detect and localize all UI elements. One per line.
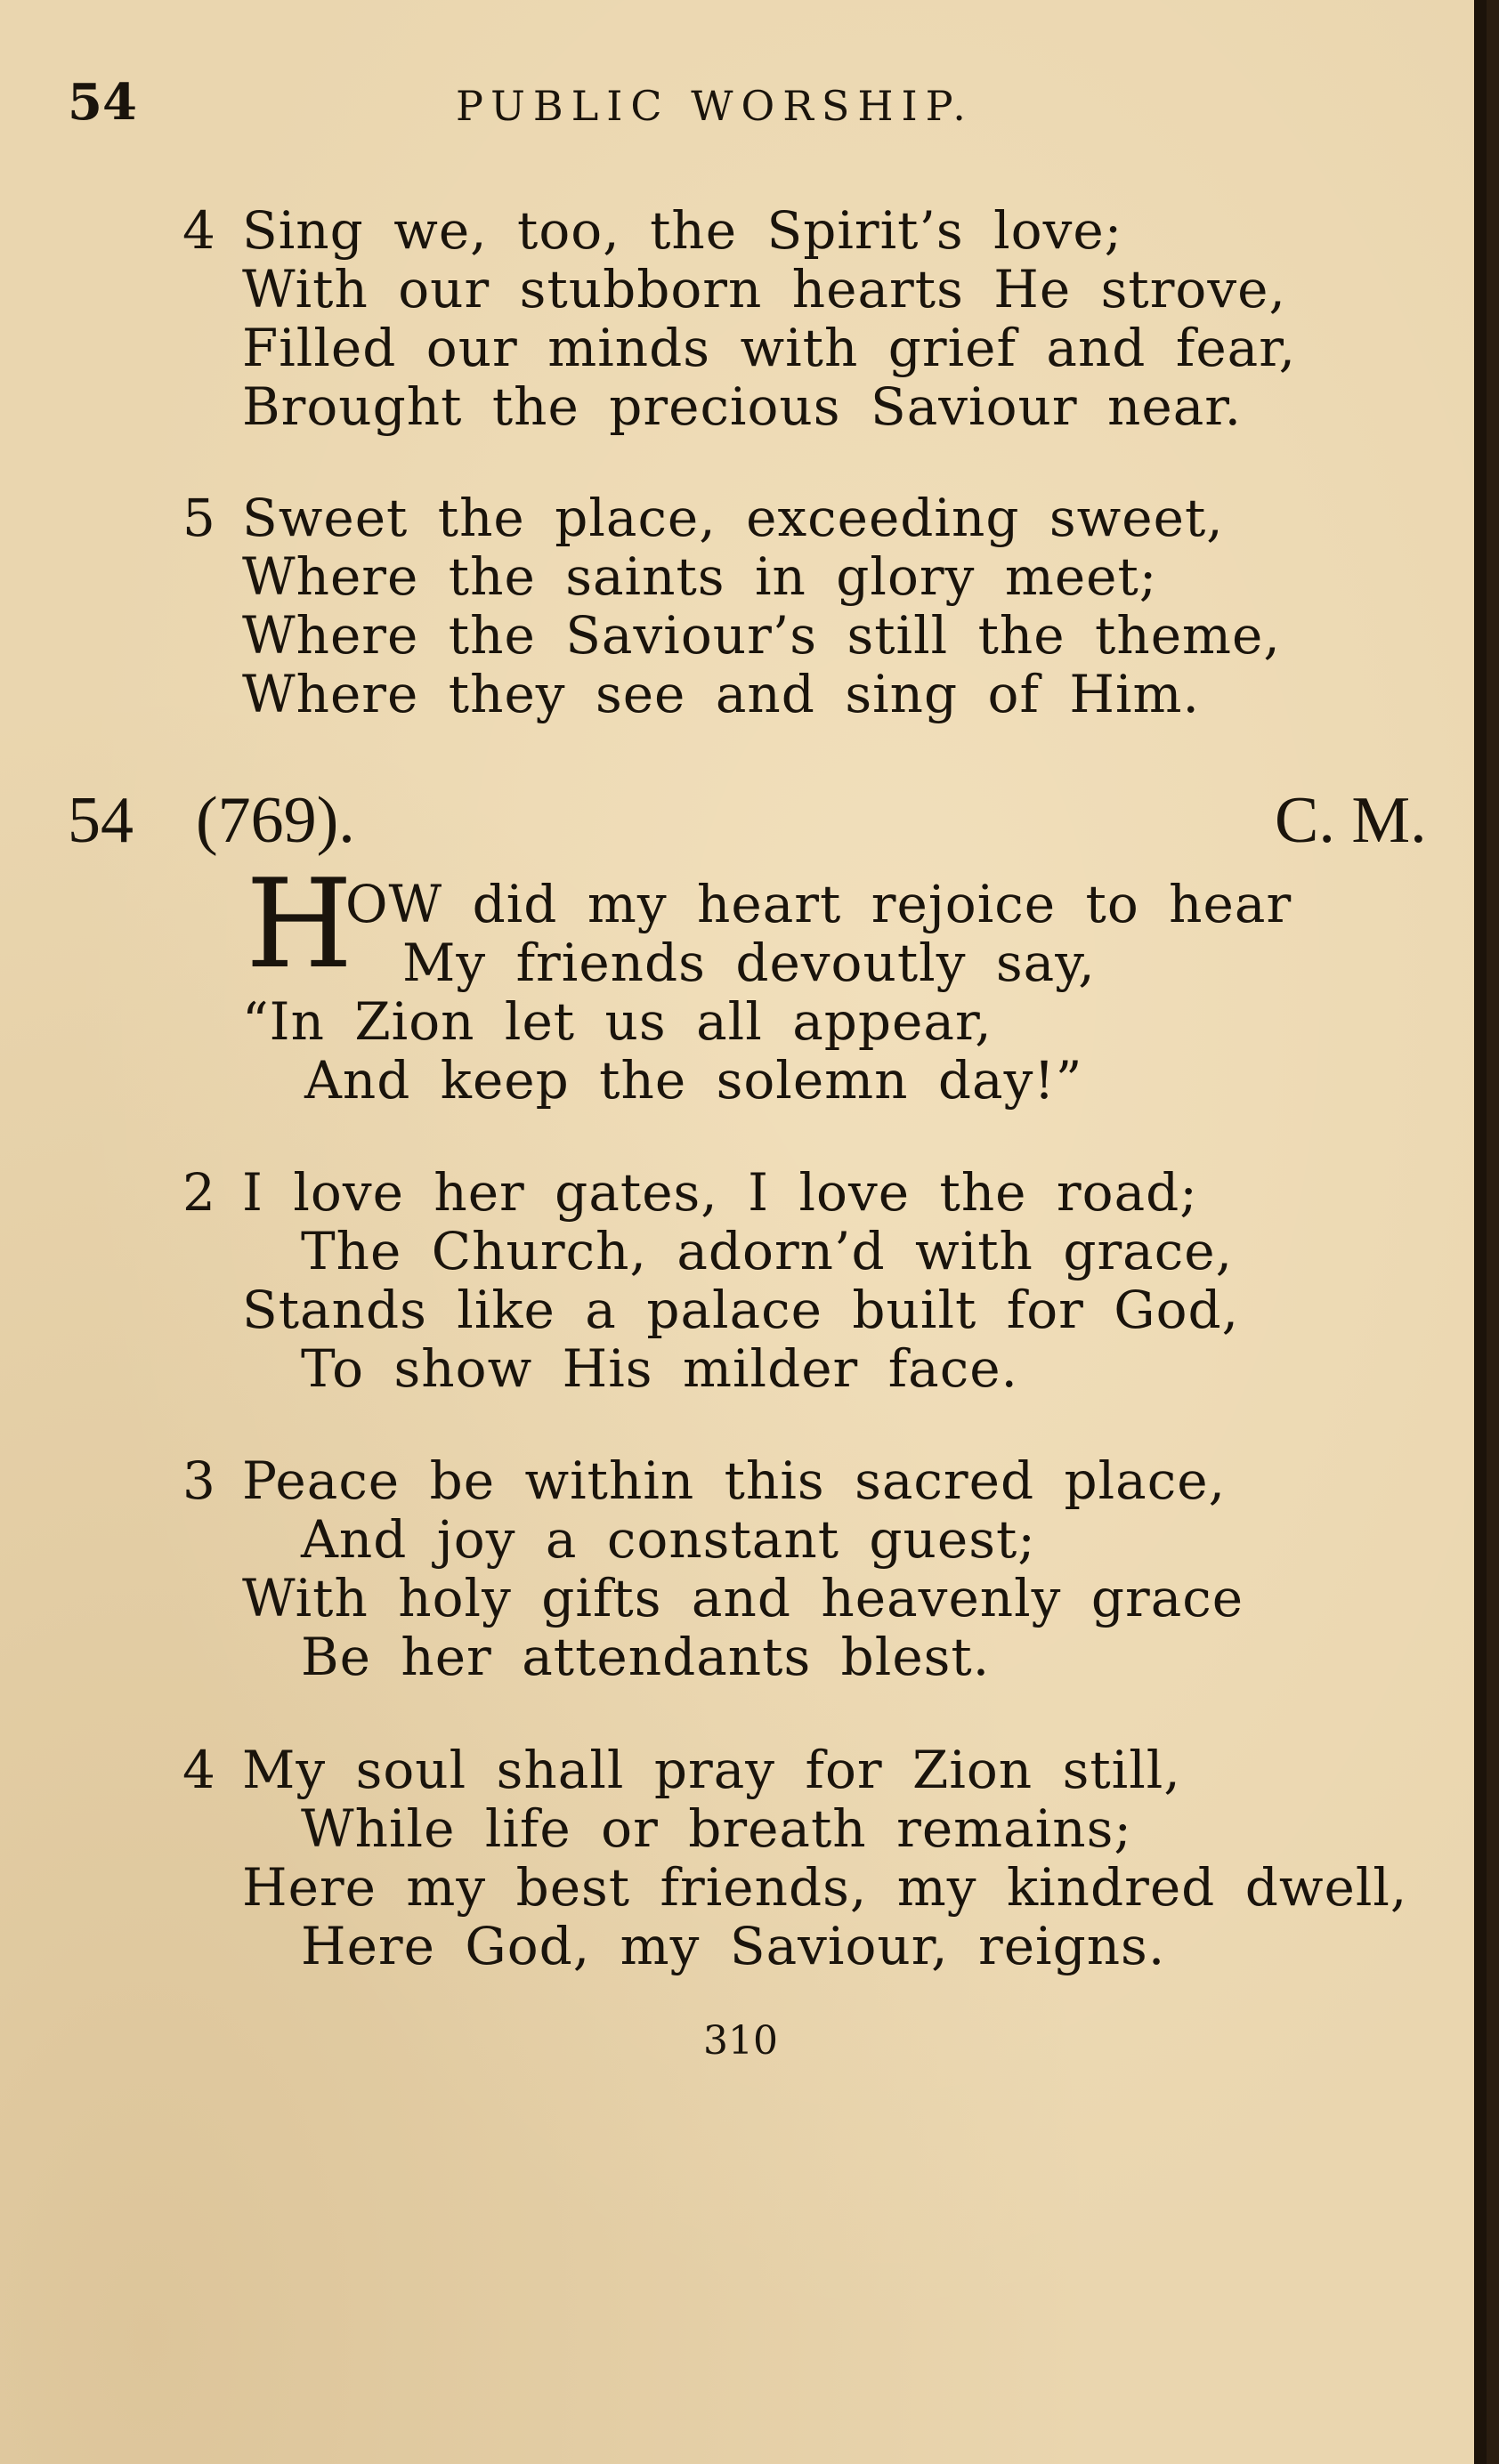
verse-line: Brought the precious Saviour near. — [242, 376, 1243, 437]
verse-line: OW did my heart rejoice to hear — [345, 874, 1292, 934]
verse-line: My soul shall pray for Zion still, — [242, 1740, 1181, 1800]
verse-line: With holy gifts and heavenly grace — [242, 1568, 1244, 1628]
verse-line: Sweet the place, exceeding sweet, — [242, 488, 1224, 548]
page-number: 54 — [68, 73, 137, 132]
verse-line: Where they see and sing of Him. — [242, 664, 1200, 724]
drop-cap: H — [246, 852, 353, 996]
verse-line: My friends devoutly say, — [402, 933, 1096, 993]
verse-line: Where the saints in glory meet; — [242, 546, 1158, 607]
verse-line: With our stubborn hearts He strove, — [242, 259, 1286, 319]
verse-line: Stands like a palace built for God, — [242, 1280, 1240, 1340]
verse-line: To show His milder face. — [301, 1338, 1018, 1399]
hymn-alt-number: (769). — [196, 784, 355, 857]
hymn-number: 54 — [68, 784, 134, 857]
verse-line: Sing we, too, the Spirit’s love; — [242, 200, 1123, 261]
verse-number: 5 — [182, 488, 215, 548]
running-head: PUBLIC WORSHIP. — [456, 82, 974, 130]
verse-number: 4 — [182, 200, 215, 261]
verse-line: Filled our minds with grief and fear, — [242, 318, 1297, 378]
verse-line: I love her gates, I love the road; — [242, 1162, 1198, 1223]
verse-line: And joy a constant guest; — [301, 1509, 1036, 1570]
page-edge — [1474, 0, 1487, 2464]
verse-number: 4 — [182, 1740, 215, 1800]
verse-line: “In Zion let us all appear, — [242, 991, 993, 1052]
verse-line: And keep the solemn day!” — [304, 1050, 1083, 1111]
footer-number: 310 — [703, 2018, 778, 2064]
verse-number: 2 — [182, 1162, 215, 1223]
verse-line: Peace be within this sacred place, — [242, 1450, 1227, 1511]
hymn-meter: C. M. — [1275, 784, 1427, 857]
verse-line: Here God, my Saviour, reigns. — [301, 1916, 1166, 1976]
verse-line: While life or breath remains; — [301, 1798, 1132, 1859]
verse-line: Be her attendants blest. — [301, 1627, 991, 1687]
verse-line: The Church, adorn’d with grace, — [301, 1221, 1234, 1281]
verse-line: Where the Saviour’s still the theme, — [242, 605, 1281, 666]
verse-number: 3 — [182, 1450, 215, 1511]
verse-line: Here my best friends, my kindred dwell, — [242, 1857, 1408, 1918]
